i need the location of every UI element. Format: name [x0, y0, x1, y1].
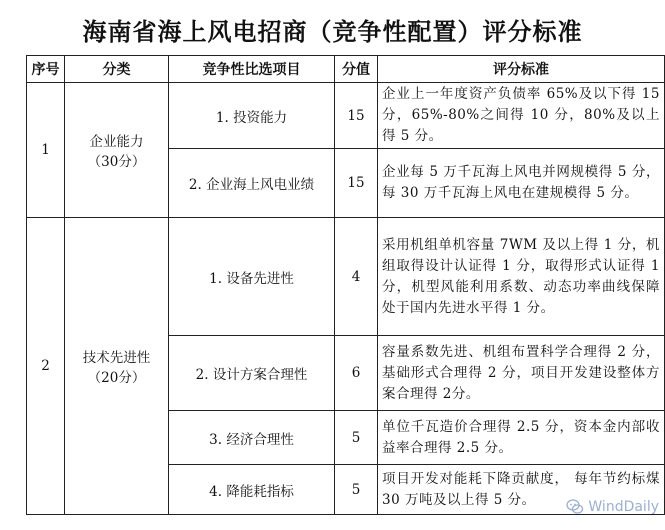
category-score: （20分） [87, 370, 146, 386]
category-score: （30分） [87, 154, 146, 170]
table-row [27, 83, 665, 149]
item-score: 6 [335, 336, 378, 411]
item-score: 4 [335, 218, 378, 336]
watermark-text: WindDaily [588, 499, 659, 515]
scoring-table [26, 55, 665, 515]
wechat-logo-icon [566, 498, 584, 516]
header-item: 竞争性比选项目 [169, 56, 335, 83]
table-row [27, 218, 665, 336]
item-name: 2. 企业海上风电业绩 [169, 149, 335, 218]
category-name: 技术先进性 [82, 350, 151, 366]
table-header-row [27, 56, 665, 83]
category-cell [65, 218, 169, 515]
row-no: 2 [27, 218, 65, 515]
item-criteria: 企业每 5 万千瓦海上风电并网规模得 5 分，每 30 万千瓦海上风电在建规模得 5 分。 [378, 149, 665, 218]
item-name: 4. 降能耗指标 [169, 465, 335, 515]
item-criteria: 容量系数先进、机组布置科学合理得 2 分，基础形式合理得 2 分，项目开发建设整体方案合理得 2分。 [378, 336, 665, 411]
item-score: 5 [335, 411, 378, 465]
item-name: 2. 设计方案合理性 [169, 336, 335, 411]
item-criteria: 单位千瓦造价合理得 2.5 分，资本金内部收益率合理得 2.5 分。 [378, 411, 665, 465]
item-name: 3. 经济合理性 [169, 411, 335, 465]
header-score: 分值 [335, 56, 378, 83]
item-criteria: 采用机组单机容量 7WM 及以上得 1 分，机组取得设计认证得 1 分，取得形式认证得 1 分，机型风能利用系数、动态功率曲线保障处于国内先进水平得 1 分。 [378, 218, 665, 336]
watermark [566, 498, 659, 516]
category-cell [65, 83, 169, 218]
item-name: 1. 设备先进性 [169, 218, 335, 336]
item-criteria: 项目开发对能耗下降贡献度， 每年节约标煤 30 万吨及以上得 5 分。 [378, 465, 665, 515]
header-category: 分类 [65, 56, 169, 83]
item-score: 15 [335, 83, 378, 149]
item-score: 5 [335, 465, 378, 515]
header-criteria: 评分标准 [378, 56, 665, 83]
row-no: 1 [27, 83, 65, 218]
header-no: 序号 [27, 56, 65, 83]
item-score: 15 [335, 149, 378, 218]
page-title: 海南省海上风电招商（竞争性配置）评分标准 [82, 18, 583, 46]
item-name: 1. 投资能力 [169, 83, 335, 149]
category-name: 企业能力 [89, 134, 144, 150]
item-criteria: 企业上一年度资产负债率 65%及以下得 15 分，65%-80%之间得 10 分，80%及以上得 5 分。 [378, 83, 665, 149]
